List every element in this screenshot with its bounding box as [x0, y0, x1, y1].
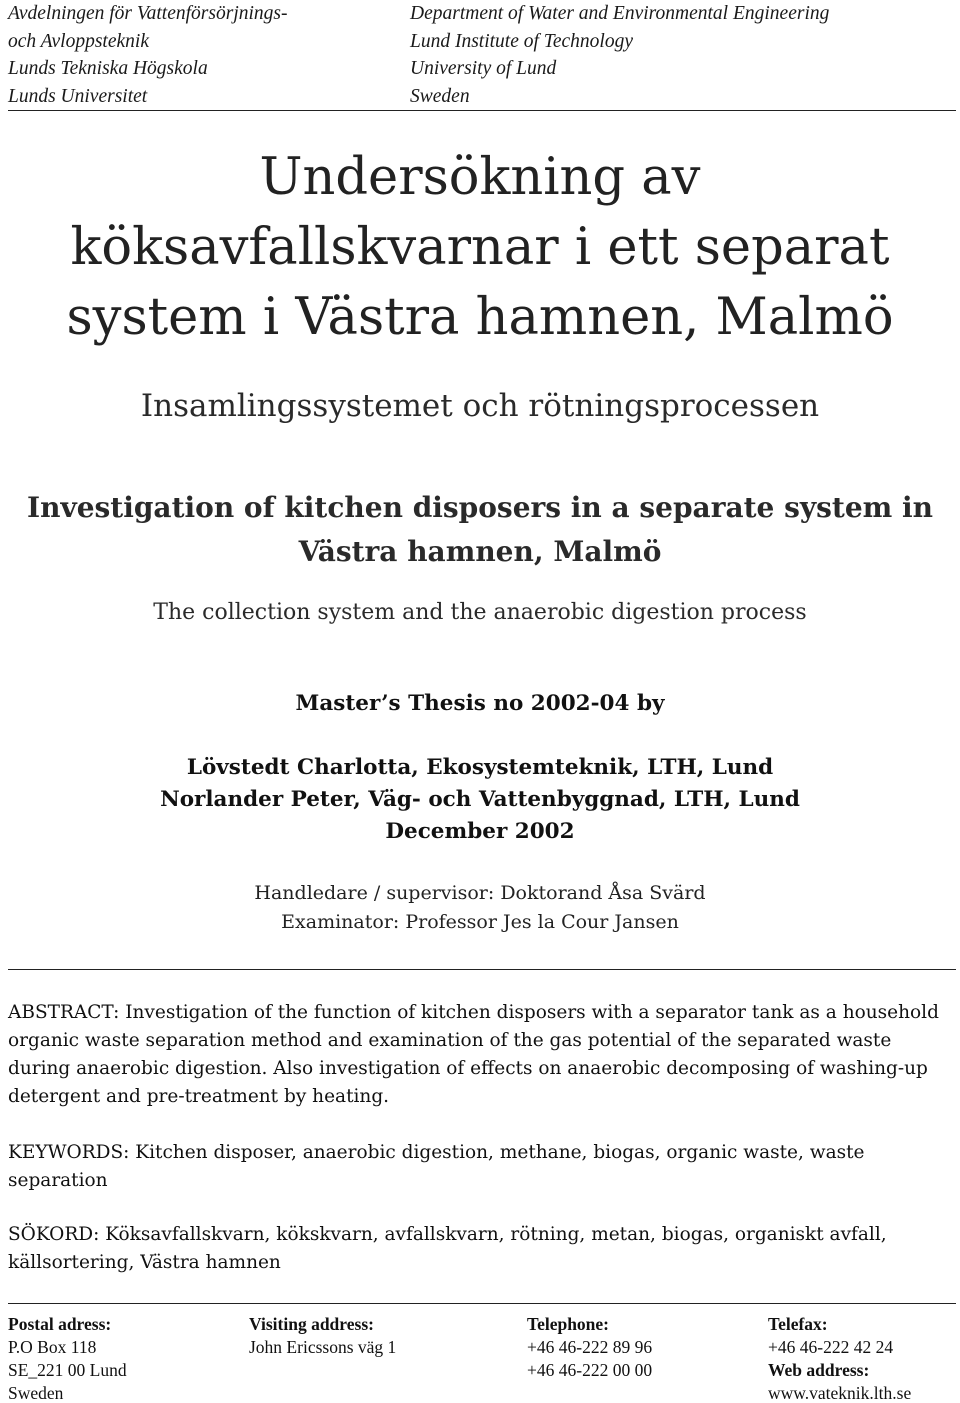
header-left-line: och Avloppsteknik: [8, 30, 149, 52]
supervision-block: [0, 879, 960, 937]
swedish-subtitle: Insamlingssystemet och rötningsprocessen: [140, 388, 820, 424]
footer-telefax-column: [768, 1313, 911, 1403]
english-title-line: Västra hamnen, Malmö: [298, 535, 662, 568]
header-right-line: Sweden: [410, 85, 470, 107]
header-right-line: Lund Institute of Technology: [410, 30, 633, 52]
header-left-line: Avdelningen för Vattenförsörjnings-: [8, 3, 288, 24]
abstract-divider: [8, 969, 956, 970]
footer-web-heading: Web address:: [768, 1360, 870, 1380]
swedish-title: [0, 143, 960, 353]
header-right-block: [410, 0, 950, 110]
footer-visiting-heading: Visiting address:: [249, 1314, 374, 1334]
authors-block: [0, 752, 960, 848]
sokord-paragraph: SÖKORD: Köksavfallskvarn, kökskvarn, avfallskvarn, rötning, metan, biogas, organiskt avfall, källsortering, Västra hamnen: [8, 1224, 887, 1273]
header-right-line: University of Lund: [410, 58, 557, 79]
footer-postal-column: [8, 1313, 127, 1403]
footer-web-link[interactable]: www.vateknik.lth.se: [768, 1383, 912, 1403]
footer-telefax-line: +46 46-222 42 24: [768, 1337, 894, 1357]
english-title: [0, 486, 960, 574]
english-subtitle: The collection system and the anaerobic digestion process: [153, 600, 807, 625]
footer-telephone-line: +46 46-222 89 96: [527, 1337, 653, 1357]
footer-postal-line: Sweden: [8, 1383, 64, 1403]
footer-postal-line: P.O Box 118: [8, 1337, 97, 1357]
footer-visiting-line: John Ericssons väg 1: [249, 1337, 397, 1357]
keywords-paragraph: KEYWORDS: Kitchen disposer, anaerobic digestion, methane, biogas, organic waste, waste separation: [8, 1142, 865, 1191]
header-right-line: Department of Water and Environmental Engineering: [410, 3, 830, 24]
header-left-line: Lunds Universitet: [8, 85, 148, 107]
footer-telephone-line: +46 46-222 00 00: [527, 1360, 653, 1380]
thesis-line: Master’s Thesis no 2002-04 by: [295, 691, 665, 716]
examiner-line: Examinator: Professor Jes la Cour Jansen: [281, 911, 679, 933]
swedish-title-line: system i Västra hamnen, Malmö: [66, 288, 894, 347]
footer-telefax-heading: Telefax:: [768, 1314, 828, 1334]
footer-telephone-column: [527, 1313, 652, 1382]
author-line: Norlander Peter, Väg- och Vattenbyggnad, LTH, Lund: [160, 787, 800, 812]
header-left-block: [8, 0, 398, 110]
footer-postal-line: SE_221 00 Lund: [8, 1360, 127, 1380]
author-line: Lövstedt Charlotta, Ekosystemteknik, LTH, Lund: [186, 755, 774, 780]
header-divider: [8, 110, 956, 111]
footer-postal-heading: Postal adress:: [8, 1314, 112, 1334]
footer-telephone-heading: Telephone:: [527, 1314, 610, 1334]
swedish-title-line: Undersökning av: [259, 148, 701, 207]
abstract-paragraph: ABSTRACT: Investigation of the function of kitchen disposers with a separator tank as a household organic waste separation method and examination of the gas potential of the separated waste during anaerobic digestion. Also investigation of effects on anaerobic decomposing of washing-up detergent and pre-treatment by heating.: [8, 1002, 939, 1107]
supervisor-line: Handledare / supervisor: Doktorand Åsa Svärd: [254, 882, 706, 904]
date-line: December 2002: [385, 819, 575, 844]
header-left-line: Lunds Tekniska Högskola: [8, 58, 208, 79]
english-title-line: Investigation of kitchen disposers in a separate system in: [26, 491, 934, 524]
swedish-title-line: köksavfallskvarnar i ett separat: [70, 218, 890, 277]
footer-divider: [8, 1303, 956, 1304]
footer-visiting-column: [249, 1313, 396, 1359]
